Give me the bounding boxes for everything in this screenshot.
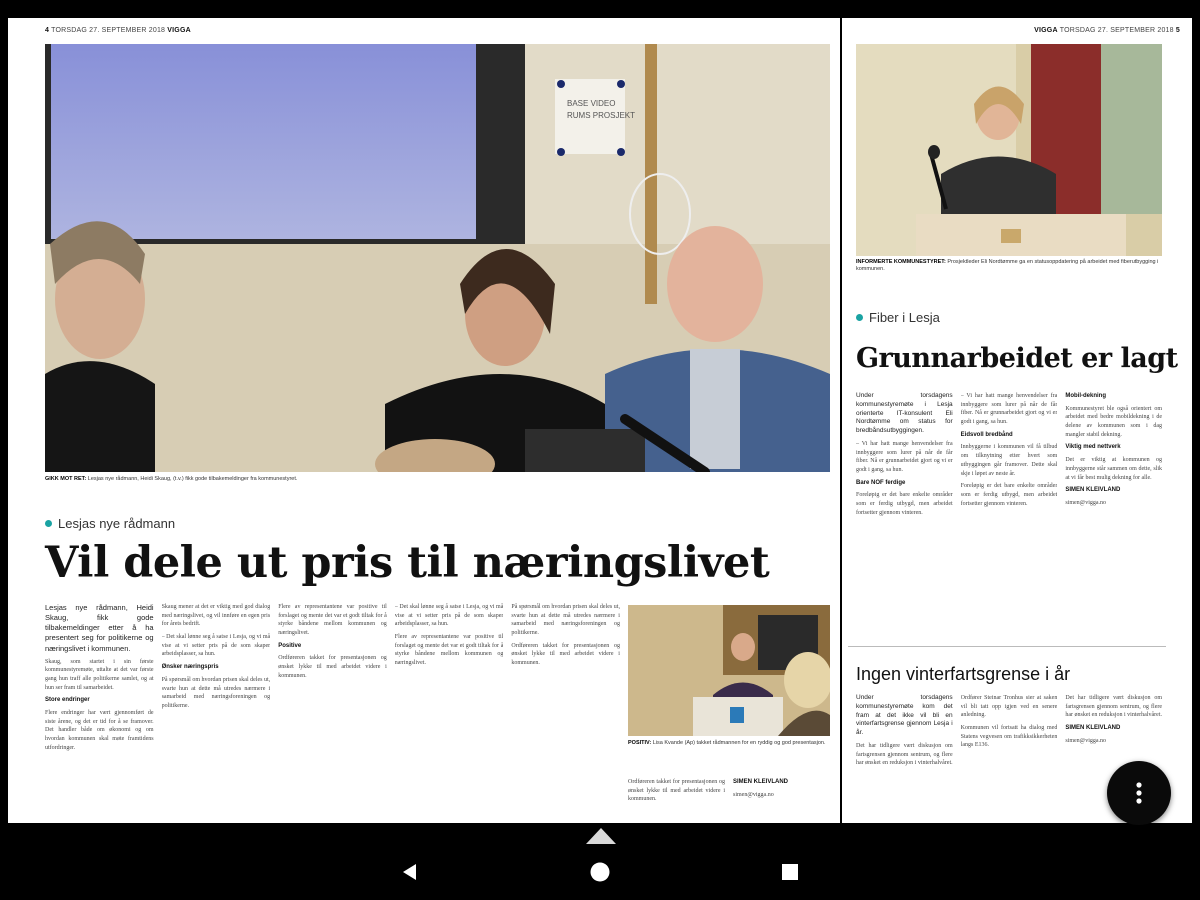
article-paragraph: Flere endringer har vært gjennomført de siste årene, og det er tid for å se framover. Det handler både om økonomi og om hvordan kommunen skal møte framtidens utfordringer. (45, 710, 154, 751)
left-folio (45, 27, 191, 34)
folio-paper: VIGGA (1034, 27, 1058, 34)
article-paragraph: På spørsmål om hvordan prisen skal deles ut, svarte hun at dette må utredes nærmere i samarbeid med næringsforeningen og politikerne. (161, 676, 271, 709)
second-article-headline: Ingen vinterfartsgrense i år (856, 664, 1071, 684)
page-number: 5 (1175, 27, 1180, 34)
article-paragraph: Innbyggerne i kommunen vil få tilbud om tilknytning etter hvert som utbyggingen går framover. Dette skal skje i løpet av neste år. (960, 444, 1058, 477)
right-article-kicker (856, 310, 940, 325)
article-kicker (45, 516, 175, 531)
article-paragraph: Foreløpig er det bare enkelte områder som er ferdig utbygd, men arbeidet fortsetter gjennom vinteren. (960, 483, 1058, 507)
article-paragraph: Ordfører Steinar Tronhus sier at saken vil bli tatt opp igjen ved en senere anledning. (960, 695, 1058, 719)
folio-date: TORSDAG 27. SEPTEMBER 2018 (51, 27, 166, 34)
right-photo[interactable] (856, 44, 1162, 256)
byline: SIMEN KLEIVLAND (1065, 725, 1121, 732)
right-photo-image (856, 44, 1162, 256)
recents-button[interactable] (775, 857, 805, 887)
article-subheading: Store endringer (45, 697, 90, 704)
byline-email: simen@vigga.no (1065, 499, 1107, 506)
caption-text: Lisa Kvande (Ap) takket rådmannen for en ryddig og god presentasjon. (652, 740, 826, 746)
article-paragraph: – Det skal lønne seg å satse i Lesja, og vi må vise at vi setter pris på de som skaper arbeidsplasser, sa hun. (394, 604, 504, 628)
home-icon (589, 861, 611, 883)
article-paragraph: – Vi har hatt mange henvendelser fra innbyggere som lurer på når de får fiber. Nå er grunnarbeidet gjort og vi er godt i gang, sa hun. (960, 393, 1058, 426)
article-lead: Lesjas nye rådmann, Heidi Skaug, fikk gode tilbakemeldinger etter å ha presentert seg for politikerne og næringslivet i kommunen. (45, 603, 154, 653)
article-paragraph: Det er viktig at kommunen og innbyggerne står sammen om dette, slik at vi får best mulig dekning for alle. (1065, 457, 1163, 481)
right-article-headline: Grunnarbeidet er lagt (856, 343, 1178, 374)
article-paragraph: Foreløpig er det bare enkelte områder som er ferdig utbygd, men arbeidet fortsetter gjennom vinteren. (856, 492, 953, 516)
right-page[interactable] (842, 18, 1192, 823)
caption-text: Prosjektleder Eli Nordtømme ga en statusoppdatering på arbeidet med fiberutbygging i kommunen. (856, 259, 1159, 273)
article-column (1065, 392, 1162, 647)
article-column (511, 603, 620, 821)
left-page[interactable] (8, 18, 840, 823)
kicker-dot-icon (45, 520, 52, 527)
article-column (278, 603, 387, 821)
article-lead: Under torsdagens kommunestyremøte i Lesja orienterte IT-konsulent Eli Nordtømme om status for bredbåndsutbyggingen. (856, 392, 953, 435)
article-column (628, 778, 725, 823)
caption-text: Lesjas nye rådmann, Heidi Skaug, (t.v.) fikk gode tilbakemeldinger fra kommunestyret. (87, 476, 298, 482)
article-paragraph: Ordføreren takket for presentasjonen og ønsket lykke til med arbeidet videre i kommunen. (628, 779, 725, 803)
article-lead: Under torsdagens kommunestyremøte kom det fram at det ikke vil bli en vinterfartsgrense gjennom Lesja i år. (856, 694, 953, 737)
main-photo[interactable] (45, 44, 830, 472)
article-body-continued (628, 778, 830, 823)
right-article-body (856, 392, 1162, 647)
back-icon (400, 862, 420, 882)
article-paragraph: Skaug, som startet i sin første kommunestyremøte, uttalte at det var første gang hun traff alle politikerne samlet, og at hun ser fram til samarbeidet. (45, 658, 154, 691)
article-paragraph: – Det skal lønne seg å satse i Lesja, og vi må vise at vi setter pris på de som skaper arbeidsplasser, sa hun. (161, 634, 271, 658)
secondary-photo-caption (628, 740, 830, 747)
article-paragraph: Skaug mener at det er viktig med god dialog med næringslivet, og vil innføre en egen pris for årets bedrift. (161, 604, 271, 628)
home-button[interactable] (585, 857, 615, 887)
page-number: 4 (45, 27, 50, 34)
byline-email: simen@vigga.no (1065, 737, 1107, 744)
article-subheading: Viktig med nettverk (1065, 444, 1121, 451)
secondary-photo[interactable] (628, 605, 830, 736)
secondary-photo-image (628, 605, 830, 736)
right-folio (1034, 27, 1180, 34)
article-column (856, 694, 953, 822)
byline: SIMEN KLEIVLAND (1065, 487, 1121, 494)
article-paragraph: Kommunestyret ble også orientert om arbeidet med bedre mobildekning i de delene av kommunen som i dag mangler stabil dekning. (1065, 405, 1163, 438)
article-paragraph: Flere av representantene var positive til forslaget og mente det var et godt tiltak for å styrke båndene mellom kommunen og næringslivet. (394, 634, 504, 667)
caption-label: INFORMERTE KOMMUNESTYRET: (856, 259, 946, 265)
article-paragraph: – Vi har hatt mange henvendelser fra innbyggere som lurer på når de får fiber. Nå er grunnarbeidet gjort og vi er godt i gang, sa hun. (856, 440, 953, 473)
article-column (733, 778, 830, 823)
svg-text:RUMS PROSJEKT: RUMS PROSJEKT (567, 111, 636, 120)
section-divider (848, 646, 1166, 647)
article-paragraph: Det har tidligere vært diskusjon om fartsgrensen gjennom sentrum, og flere har ønsket en reduksjon i vinterhalvåret. (1065, 695, 1163, 719)
article-subheading: Eidsvoll bredbånd (960, 431, 1013, 438)
main-photo-image (45, 44, 830, 472)
article-paragraph: Ordføreren takket for presentasjonen og ønsket lykke til med arbeidet videre i kommunen. (278, 655, 387, 679)
kicker-text: Fiber i Lesja (869, 310, 940, 325)
article-column (45, 603, 154, 821)
kicker-text: Lesjas nye rådmann (58, 516, 176, 531)
article-paragraph: Ordføreren takket for presentasjonen og ønsket lykke til med arbeidet videre i kommunen. (511, 642, 620, 667)
folio-date: TORSDAG 27. SEPTEMBER 2018 (1059, 27, 1174, 34)
more-vertical-icon (1135, 781, 1143, 805)
caption-label: GIKK MOT RET: (45, 476, 87, 482)
article-subheading: Mobil-dekning (1065, 393, 1107, 399)
article-column (961, 392, 1058, 647)
article-subheading: Bare NOF ferdige (856, 479, 906, 486)
right-photo-caption (856, 259, 1162, 273)
byline: SIMEN KLEIVLAND (733, 779, 789, 785)
article-headline: Vil dele ut pris til næringslivet (45, 538, 770, 588)
page-handle-icon[interactable] (586, 826, 616, 844)
article-column (395, 603, 504, 821)
article-subheading: Positive (278, 642, 302, 649)
more-options-button[interactable] (1107, 761, 1171, 825)
caption-label: POSITIV: (628, 740, 652, 746)
article-column (961, 694, 1058, 822)
kicker-dot-icon (856, 314, 863, 321)
recents-icon (780, 862, 800, 882)
article-paragraph: Flere av representantene var positive til forslaget og mente det var et godt tiltak for å styrke båndene mellom kommunen og næringslivet. (278, 604, 387, 637)
article-paragraph: På spørsmål om hvordan prisen skal deles ut, svarte hun at dette må utredes nærmere i samarbeid med næringsforeningen og politikerne. (511, 604, 620, 637)
main-photo-caption (45, 476, 830, 483)
article-subheading: Ønsker næringspris (161, 664, 219, 671)
back-button[interactable] (395, 857, 425, 887)
article-column (856, 392, 953, 647)
byline-email: simen@vigga.no (733, 791, 774, 798)
svg-text:BASE VIDEO: BASE VIDEO (567, 99, 616, 108)
system-navigation-bar (0, 845, 1200, 900)
article-paragraph: Det har tidligere vært diskusjon om fartsgrensen gjennom sentrum, og flere har ønsket en reduksjon i vinterhalvåret. (856, 742, 953, 767)
folio-paper: VIGGA (167, 27, 191, 34)
article-paragraph: Kommunen vil fortsatt ha dialog med Statens vegvesen om trafikksikkerheten langs E136. (960, 725, 1058, 749)
article-body (45, 603, 620, 821)
article-column (162, 603, 271, 821)
